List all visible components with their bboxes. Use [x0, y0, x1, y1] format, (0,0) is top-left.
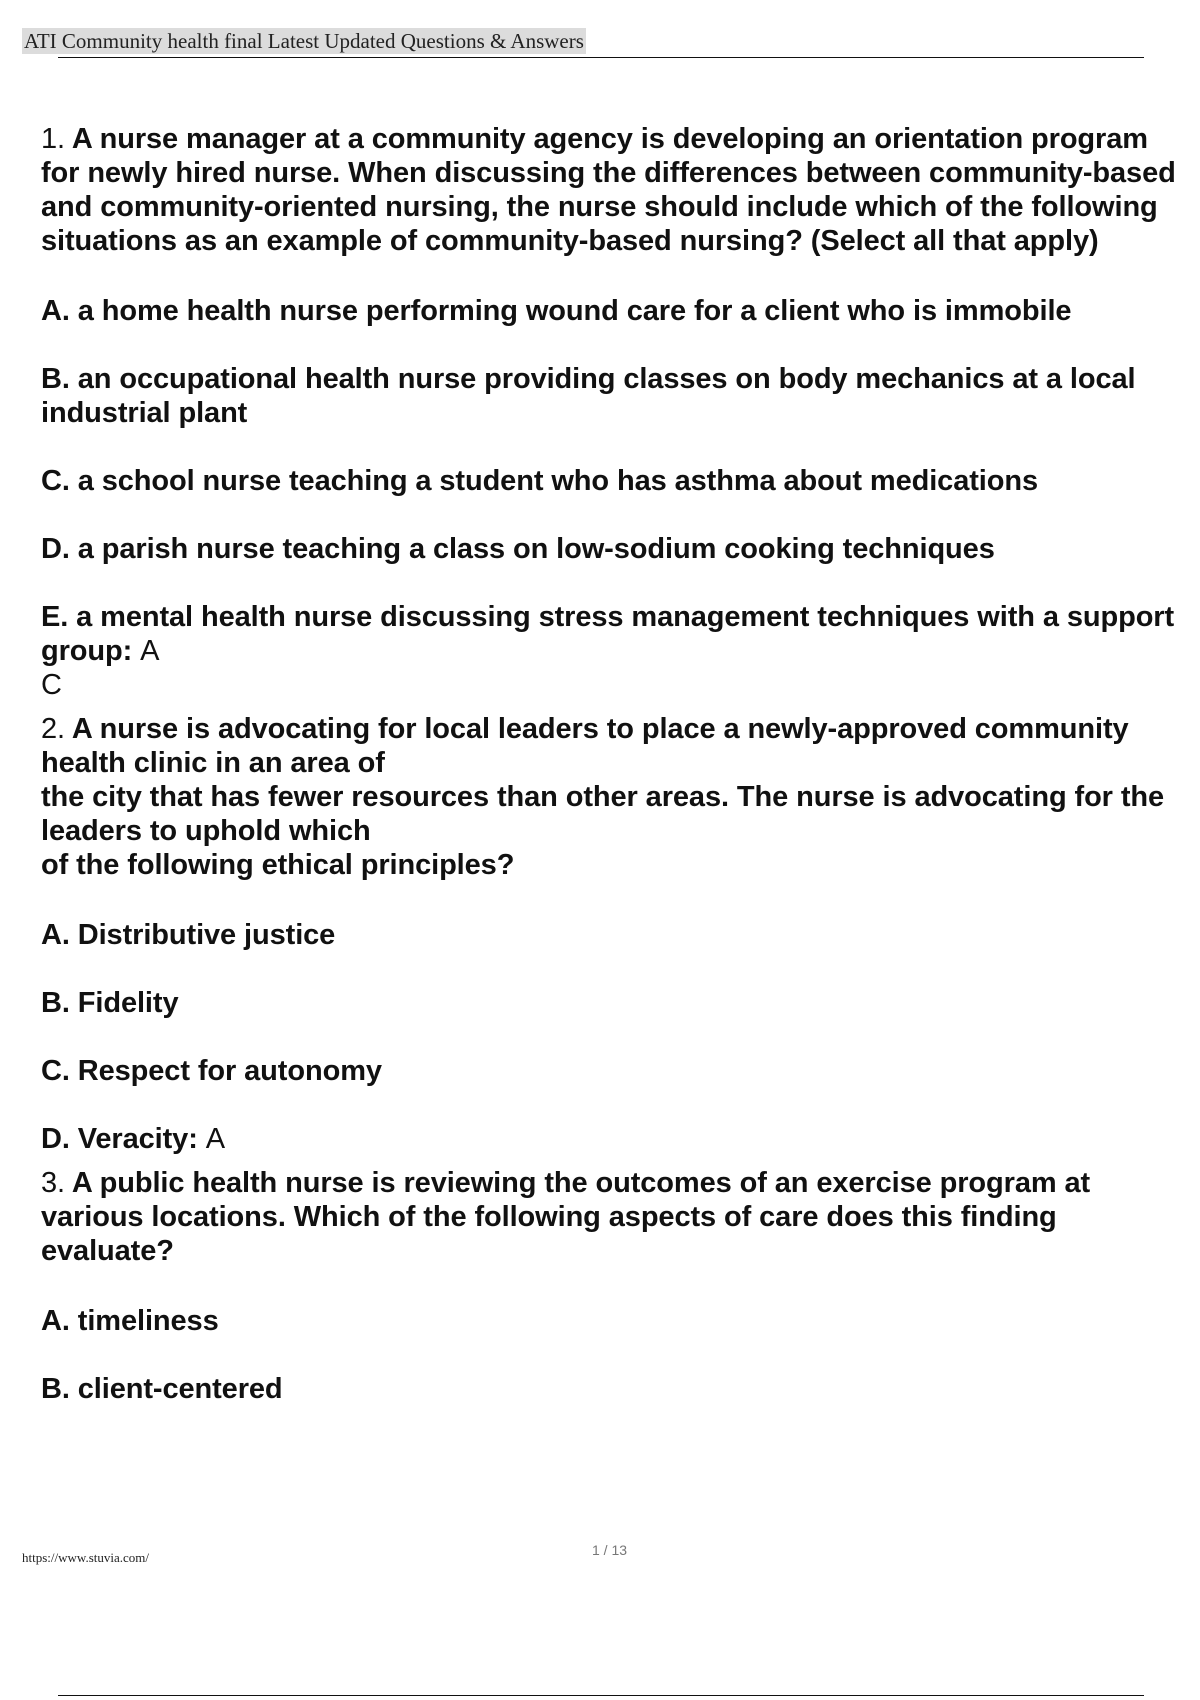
answer-option: A. Distributive justice [41, 919, 336, 951]
correct-answer: A [205, 1123, 225, 1155]
page-number: 1 / 13 [592, 1542, 628, 1558]
question-number: 3. [41, 1167, 65, 1199]
option-text: D. Veracity: [41, 1123, 198, 1155]
question-text-line: A nurse is advocating for local leaders to place a newly-approved community health clinic in an area of [41, 713, 1129, 779]
header-divider [58, 57, 1144, 58]
bottom-divider [58, 1695, 1144, 1696]
footer-url: https://www.stuvia.com/ [22, 1550, 149, 1565]
question-text-line: the city that has fewer resources than other areas. The nurse is advocating for the leaders to uphold which [41, 781, 1165, 847]
option-text: E. a mental health nurse discussing stress management techniques with a support group: [41, 601, 1175, 667]
answer-option: D. a parish nurse teaching a class on low-sodium cooking techniques [41, 533, 995, 565]
answer-option: B. Fidelity [41, 987, 179, 1019]
answer-option [41, 600, 1191, 668]
page-header-title: ATI Community health final Latest Updated Questions & Answers [24, 29, 584, 53]
question-number: 2. [41, 713, 65, 745]
question-number: 1. [41, 123, 65, 155]
question-stem [41, 1166, 1191, 1268]
question-3 [41, 1166, 1191, 1406]
question-text: A public health nurse is reviewing the outcomes of an exercise program at various locations. Which of the following aspects of care does this finding evaluate? [41, 1167, 1091, 1267]
question-2 [41, 712, 1191, 1166]
answer-option: B. client-centered [41, 1373, 283, 1405]
answer-option: B. an occupational health nurse providing classes on body mechanics at a local industrial plant [41, 363, 1136, 429]
question-text-line: of the following ethical principles? [41, 849, 515, 881]
answer-option: A. timeliness [41, 1305, 219, 1337]
question-stem [41, 712, 1191, 882]
correct-answer-extra: C [41, 669, 62, 701]
answer-option: C. a school nurse teaching a student who has asthma about medications [41, 465, 1039, 497]
question-stem [41, 122, 1191, 258]
answer-option [41, 1122, 1191, 1156]
question-text: A nurse manager at a community agency is developing an orientation program for newly hired nurse. When discussing the differences between community-based and community-oriented nursing, the nurse should include which of the following situations as an example of community-based nursing? (Select all that apply) [41, 123, 1176, 257]
question-1 [41, 122, 1191, 702]
answer-option: A. a home health nurse performing wound care for a client who is immobile [41, 295, 1072, 327]
correct-answer: A [140, 635, 160, 667]
question-content [41, 122, 1191, 1440]
answer-option: C. Respect for autonomy [41, 1055, 382, 1087]
